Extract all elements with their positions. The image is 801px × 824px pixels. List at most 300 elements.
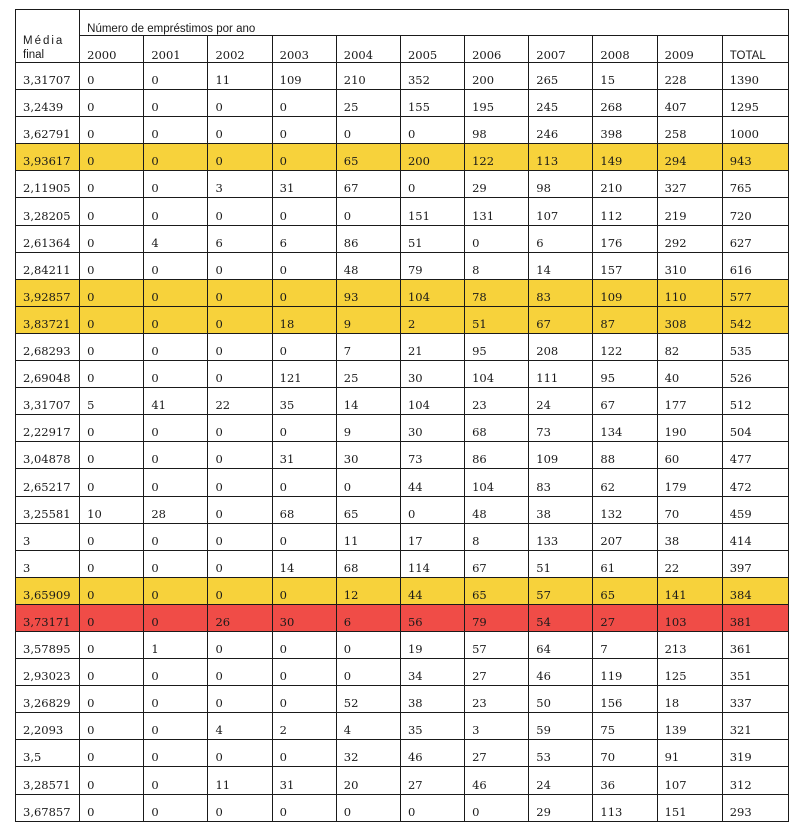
column-header-total: TOTAL <box>722 36 788 63</box>
total-cell: 720 <box>722 198 788 225</box>
year-value-cell: 31 <box>272 767 336 794</box>
total-cell: 535 <box>722 333 788 360</box>
year-value-cell: 195 <box>465 90 529 117</box>
media-final-cell: 3,2439 <box>16 90 80 117</box>
table-row <box>16 252 789 279</box>
media-header-line1: Média <box>23 35 65 47</box>
year-value-cell: 109 <box>593 279 657 306</box>
year-value-cell: 111 <box>529 361 593 388</box>
header-row-years <box>16 36 789 63</box>
media-final-cell: 3,65909 <box>16 577 80 604</box>
year-value-cell: 20 <box>336 767 400 794</box>
year-value-cell: 0 <box>80 415 144 442</box>
year-value-cell: 0 <box>208 144 272 171</box>
media-final-cell: 3,26829 <box>16 686 80 713</box>
table-row <box>16 523 789 550</box>
year-value-cell: 6 <box>336 604 400 631</box>
year-value-cell: 7 <box>336 333 400 360</box>
year-value-cell: 88 <box>593 442 657 469</box>
media-final-cell: 3,5 <box>16 740 80 767</box>
year-value-cell: 113 <box>529 144 593 171</box>
year-value-cell: 54 <box>529 604 593 631</box>
year-value-cell: 4 <box>336 713 400 740</box>
total-cell: 1000 <box>722 117 788 144</box>
media-final-cell: 3 <box>16 523 80 550</box>
year-value-cell: 70 <box>657 496 722 523</box>
year-value-cell: 32 <box>336 740 400 767</box>
table-row <box>16 63 789 90</box>
table-row <box>16 144 789 171</box>
year-value-cell: 0 <box>144 63 208 90</box>
table-row <box>16 388 789 415</box>
year-value-cell: 308 <box>657 306 722 333</box>
year-value-cell: 0 <box>272 740 336 767</box>
year-value-cell: 0 <box>80 523 144 550</box>
year-value-cell: 53 <box>529 740 593 767</box>
year-value-cell: 0 <box>336 469 400 496</box>
year-value-cell: 122 <box>465 144 529 171</box>
year-value-cell: 67 <box>593 388 657 415</box>
year-value-cell: 0 <box>208 117 272 144</box>
year-value-cell: 31 <box>272 442 336 469</box>
year-value-cell: 0 <box>80 279 144 306</box>
column-header-year: 2000 <box>80 36 144 63</box>
year-value-cell: 11 <box>208 767 272 794</box>
year-value-cell: 15 <box>593 63 657 90</box>
year-value-cell: 0 <box>272 631 336 658</box>
year-value-cell: 294 <box>657 144 722 171</box>
year-value-cell: 26 <box>208 604 272 631</box>
year-value-cell: 35 <box>400 713 464 740</box>
year-value-cell: 67 <box>529 306 593 333</box>
year-value-cell: 73 <box>400 442 464 469</box>
year-value-cell: 11 <box>336 523 400 550</box>
total-cell: 943 <box>722 144 788 171</box>
year-value-cell: 246 <box>529 117 593 144</box>
year-value-cell: 0 <box>80 90 144 117</box>
year-value-cell: 0 <box>336 794 400 821</box>
loans-table <box>15 9 789 822</box>
year-value-cell: 29 <box>465 171 529 198</box>
total-cell: 293 <box>722 794 788 821</box>
year-value-cell: 38 <box>529 496 593 523</box>
year-value-cell: 0 <box>144 306 208 333</box>
media-final-cell: 3,92857 <box>16 279 80 306</box>
year-value-cell: 0 <box>208 523 272 550</box>
year-value-cell: 0 <box>80 333 144 360</box>
year-value-cell: 19 <box>400 631 464 658</box>
year-value-cell: 79 <box>400 252 464 279</box>
year-value-cell: 245 <box>529 90 593 117</box>
table-row <box>16 361 789 388</box>
table-row <box>16 686 789 713</box>
year-value-cell: 0 <box>272 469 336 496</box>
year-value-cell: 103 <box>657 604 722 631</box>
year-value-cell: 0 <box>208 740 272 767</box>
total-cell: 361 <box>722 631 788 658</box>
year-value-cell: 38 <box>400 686 464 713</box>
year-value-cell: 210 <box>336 63 400 90</box>
year-value-cell: 65 <box>336 496 400 523</box>
column-header-year: 2006 <box>465 36 529 63</box>
year-value-cell: 27 <box>465 740 529 767</box>
year-value-cell: 0 <box>400 171 464 198</box>
year-value-cell: 0 <box>80 767 144 794</box>
total-cell: 319 <box>722 740 788 767</box>
year-value-cell: 177 <box>657 388 722 415</box>
year-value-cell: 213 <box>657 631 722 658</box>
year-value-cell: 0 <box>144 333 208 360</box>
year-value-cell: 82 <box>657 333 722 360</box>
year-value-cell: 110 <box>657 279 722 306</box>
table-row <box>16 577 789 604</box>
media-final-cell: 2,11905 <box>16 171 80 198</box>
year-value-cell: 28 <box>144 496 208 523</box>
year-value-cell: 0 <box>80 306 144 333</box>
year-value-cell: 1 <box>144 631 208 658</box>
year-value-cell: 68 <box>336 550 400 577</box>
media-final-cell: 2,69048 <box>16 361 80 388</box>
year-value-cell: 0 <box>272 659 336 686</box>
year-value-cell: 0 <box>400 117 464 144</box>
media-final-cell: 2,84211 <box>16 252 80 279</box>
year-value-cell: 0 <box>80 144 144 171</box>
year-value-cell: 0 <box>208 550 272 577</box>
year-value-cell: 114 <box>400 550 464 577</box>
total-cell: 504 <box>722 415 788 442</box>
table-row <box>16 117 789 144</box>
media-final-cell: 2,2093 <box>16 713 80 740</box>
year-value-cell: 31 <box>272 171 336 198</box>
year-value-cell: 0 <box>208 469 272 496</box>
media-final-cell: 2,68293 <box>16 333 80 360</box>
year-value-cell: 30 <box>400 415 464 442</box>
year-value-cell: 0 <box>80 686 144 713</box>
year-value-cell: 7 <box>593 631 657 658</box>
year-value-cell: 0 <box>336 198 400 225</box>
year-value-cell: 14 <box>336 388 400 415</box>
year-value-cell: 327 <box>657 171 722 198</box>
year-value-cell: 207 <box>593 523 657 550</box>
year-value-cell: 0 <box>144 279 208 306</box>
year-value-cell: 0 <box>80 117 144 144</box>
year-value-cell: 30 <box>272 604 336 631</box>
year-value-cell: 200 <box>465 63 529 90</box>
table-row <box>16 333 789 360</box>
year-value-cell: 0 <box>208 306 272 333</box>
year-value-cell: 0 <box>144 144 208 171</box>
year-value-cell: 0 <box>80 171 144 198</box>
year-value-cell: 0 <box>80 577 144 604</box>
year-value-cell: 0 <box>272 794 336 821</box>
year-value-cell: 0 <box>208 333 272 360</box>
total-cell: 577 <box>722 279 788 306</box>
media-header-line2: final <box>23 49 45 61</box>
table-row <box>16 740 789 767</box>
media-final-cell: 3,28571 <box>16 767 80 794</box>
year-value-cell: 0 <box>80 794 144 821</box>
year-value-cell: 9 <box>336 415 400 442</box>
year-value-cell: 8 <box>465 523 529 550</box>
media-final-cell: 3,28205 <box>16 198 80 225</box>
column-header-year: 2007 <box>529 36 593 63</box>
year-value-cell: 109 <box>529 442 593 469</box>
total-cell: 627 <box>722 225 788 252</box>
year-value-cell: 0 <box>144 90 208 117</box>
year-value-cell: 87 <box>593 306 657 333</box>
year-value-cell: 0 <box>80 550 144 577</box>
year-value-cell: 67 <box>336 171 400 198</box>
year-value-cell: 27 <box>400 767 464 794</box>
year-value-cell: 0 <box>272 90 336 117</box>
year-value-cell: 51 <box>400 225 464 252</box>
table-row <box>16 767 789 794</box>
media-final-cell: 3,62791 <box>16 117 80 144</box>
total-cell: 477 <box>722 442 788 469</box>
year-value-cell: 22 <box>657 550 722 577</box>
year-value-cell: 210 <box>593 171 657 198</box>
year-value-cell: 258 <box>657 117 722 144</box>
year-value-cell: 265 <box>529 63 593 90</box>
year-value-cell: 35 <box>272 388 336 415</box>
year-value-cell: 0 <box>80 740 144 767</box>
year-value-cell: 134 <box>593 415 657 442</box>
year-value-cell: 109 <box>272 63 336 90</box>
year-value-cell: 27 <box>465 659 529 686</box>
year-value-cell: 83 <box>529 279 593 306</box>
column-header-year: 2008 <box>593 36 657 63</box>
year-value-cell: 0 <box>80 631 144 658</box>
column-header-year: 2009 <box>657 36 722 63</box>
year-value-cell: 0 <box>80 442 144 469</box>
year-value-cell: 48 <box>336 252 400 279</box>
year-value-cell: 139 <box>657 713 722 740</box>
year-value-cell: 0 <box>208 442 272 469</box>
year-value-cell: 46 <box>529 659 593 686</box>
total-cell: 321 <box>722 713 788 740</box>
media-final-header <box>16 10 80 63</box>
year-value-cell: 23 <box>465 388 529 415</box>
year-value-cell: 57 <box>529 577 593 604</box>
media-final-cell: 2,61364 <box>16 225 80 252</box>
year-value-cell: 0 <box>336 631 400 658</box>
total-cell: 1295 <box>722 90 788 117</box>
year-value-cell: 23 <box>465 686 529 713</box>
total-cell: 397 <box>722 550 788 577</box>
year-value-cell: 0 <box>400 794 464 821</box>
year-value-cell: 0 <box>144 659 208 686</box>
year-value-cell: 0 <box>80 252 144 279</box>
media-final-cell: 3,25581 <box>16 496 80 523</box>
total-cell: 381 <box>722 604 788 631</box>
total-cell: 1390 <box>722 63 788 90</box>
table-row <box>16 631 789 658</box>
year-value-cell: 65 <box>336 144 400 171</box>
year-value-cell: 0 <box>144 252 208 279</box>
year-value-cell: 30 <box>336 442 400 469</box>
year-value-cell: 155 <box>400 90 464 117</box>
year-value-cell: 0 <box>80 713 144 740</box>
total-cell: 459 <box>722 496 788 523</box>
year-value-cell: 151 <box>400 198 464 225</box>
year-value-cell: 17 <box>400 523 464 550</box>
total-cell: 472 <box>722 469 788 496</box>
year-value-cell: 9 <box>336 306 400 333</box>
table-row <box>16 279 789 306</box>
year-value-cell: 0 <box>144 469 208 496</box>
year-value-cell: 98 <box>465 117 529 144</box>
year-value-cell: 51 <box>465 306 529 333</box>
year-value-cell: 141 <box>657 577 722 604</box>
year-value-cell: 132 <box>593 496 657 523</box>
table-row <box>16 225 789 252</box>
year-value-cell: 48 <box>465 496 529 523</box>
year-value-cell: 0 <box>144 604 208 631</box>
table-body <box>16 63 789 822</box>
media-final-cell: 3,31707 <box>16 388 80 415</box>
year-value-cell: 104 <box>400 388 464 415</box>
year-value-cell: 14 <box>272 550 336 577</box>
year-value-cell: 0 <box>208 794 272 821</box>
year-value-cell: 119 <box>593 659 657 686</box>
group-header: Número de empréstimos por ano <box>80 10 789 36</box>
column-header-year: 2005 <box>400 36 464 63</box>
year-value-cell: 104 <box>400 279 464 306</box>
year-value-cell: 0 <box>272 415 336 442</box>
year-value-cell: 0 <box>144 686 208 713</box>
year-value-cell: 131 <box>465 198 529 225</box>
year-value-cell: 27 <box>593 604 657 631</box>
year-value-cell: 79 <box>465 604 529 631</box>
year-value-cell: 0 <box>336 117 400 144</box>
year-value-cell: 0 <box>144 523 208 550</box>
year-value-cell: 104 <box>465 361 529 388</box>
table-row <box>16 198 789 225</box>
year-value-cell: 8 <box>465 252 529 279</box>
total-cell: 337 <box>722 686 788 713</box>
year-value-cell: 0 <box>80 469 144 496</box>
year-value-cell: 0 <box>208 415 272 442</box>
year-value-cell: 0 <box>144 198 208 225</box>
year-value-cell: 107 <box>657 767 722 794</box>
year-value-cell: 6 <box>529 225 593 252</box>
year-value-cell: 59 <box>529 713 593 740</box>
table-row <box>16 469 789 496</box>
year-value-cell: 75 <box>593 713 657 740</box>
column-header-year: 2001 <box>144 36 208 63</box>
year-value-cell: 11 <box>208 63 272 90</box>
year-value-cell: 352 <box>400 63 464 90</box>
year-value-cell: 95 <box>465 333 529 360</box>
year-value-cell: 57 <box>465 631 529 658</box>
year-value-cell: 268 <box>593 90 657 117</box>
year-value-cell: 0 <box>272 144 336 171</box>
year-value-cell: 0 <box>144 794 208 821</box>
table-row <box>16 90 789 117</box>
year-value-cell: 0 <box>208 90 272 117</box>
year-value-cell: 0 <box>144 415 208 442</box>
year-value-cell: 86 <box>336 225 400 252</box>
year-value-cell: 179 <box>657 469 722 496</box>
year-value-cell: 156 <box>593 686 657 713</box>
table-row <box>16 496 789 523</box>
table-row <box>16 604 789 631</box>
total-cell: 312 <box>722 767 788 794</box>
year-value-cell: 22 <box>208 388 272 415</box>
column-header-year: 2004 <box>336 36 400 63</box>
year-value-cell: 4 <box>208 713 272 740</box>
year-value-cell: 83 <box>529 469 593 496</box>
year-value-cell: 149 <box>593 144 657 171</box>
year-value-cell: 0 <box>272 686 336 713</box>
year-value-cell: 25 <box>336 90 400 117</box>
year-value-cell: 104 <box>465 469 529 496</box>
year-value-cell: 0 <box>208 252 272 279</box>
year-value-cell: 51 <box>529 550 593 577</box>
year-value-cell: 0 <box>80 361 144 388</box>
year-value-cell: 86 <box>465 442 529 469</box>
year-value-cell: 12 <box>336 577 400 604</box>
year-value-cell: 292 <box>657 225 722 252</box>
year-value-cell: 95 <box>593 361 657 388</box>
year-value-cell: 0 <box>272 252 336 279</box>
year-value-cell: 228 <box>657 63 722 90</box>
year-value-cell: 34 <box>400 659 464 686</box>
year-value-cell: 10 <box>80 496 144 523</box>
year-value-cell: 190 <box>657 415 722 442</box>
year-value-cell: 2 <box>272 713 336 740</box>
year-value-cell: 122 <box>593 333 657 360</box>
year-value-cell: 219 <box>657 198 722 225</box>
year-value-cell: 44 <box>400 577 464 604</box>
year-value-cell: 0 <box>208 577 272 604</box>
year-value-cell: 18 <box>657 686 722 713</box>
table-row <box>16 415 789 442</box>
year-value-cell: 113 <box>593 794 657 821</box>
year-value-cell: 112 <box>593 198 657 225</box>
year-value-cell: 0 <box>144 740 208 767</box>
year-value-cell: 36 <box>593 767 657 794</box>
year-value-cell: 98 <box>529 171 593 198</box>
year-value-cell: 208 <box>529 333 593 360</box>
year-value-cell: 0 <box>208 279 272 306</box>
year-value-cell: 133 <box>529 523 593 550</box>
year-value-cell: 50 <box>529 686 593 713</box>
year-value-cell: 67 <box>465 550 529 577</box>
year-value-cell: 0 <box>208 631 272 658</box>
year-value-cell: 0 <box>80 225 144 252</box>
media-final-cell: 2,22917 <box>16 415 80 442</box>
media-final-cell: 3,67857 <box>16 794 80 821</box>
total-cell: 512 <box>722 388 788 415</box>
year-value-cell: 2 <box>400 306 464 333</box>
year-value-cell: 0 <box>272 198 336 225</box>
year-value-cell: 14 <box>529 252 593 279</box>
year-value-cell: 0 <box>465 225 529 252</box>
media-final-cell: 3,57895 <box>16 631 80 658</box>
media-final-cell: 3,93617 <box>16 144 80 171</box>
year-value-cell: 60 <box>657 442 722 469</box>
media-final-cell: 3,04878 <box>16 442 80 469</box>
year-value-cell: 30 <box>400 361 464 388</box>
column-header-year: 2003 <box>272 36 336 63</box>
year-value-cell: 73 <box>529 415 593 442</box>
year-value-cell: 70 <box>593 740 657 767</box>
total-cell: 351 <box>722 659 788 686</box>
year-value-cell: 18 <box>272 306 336 333</box>
year-value-cell: 5 <box>80 388 144 415</box>
table-row <box>16 442 789 469</box>
